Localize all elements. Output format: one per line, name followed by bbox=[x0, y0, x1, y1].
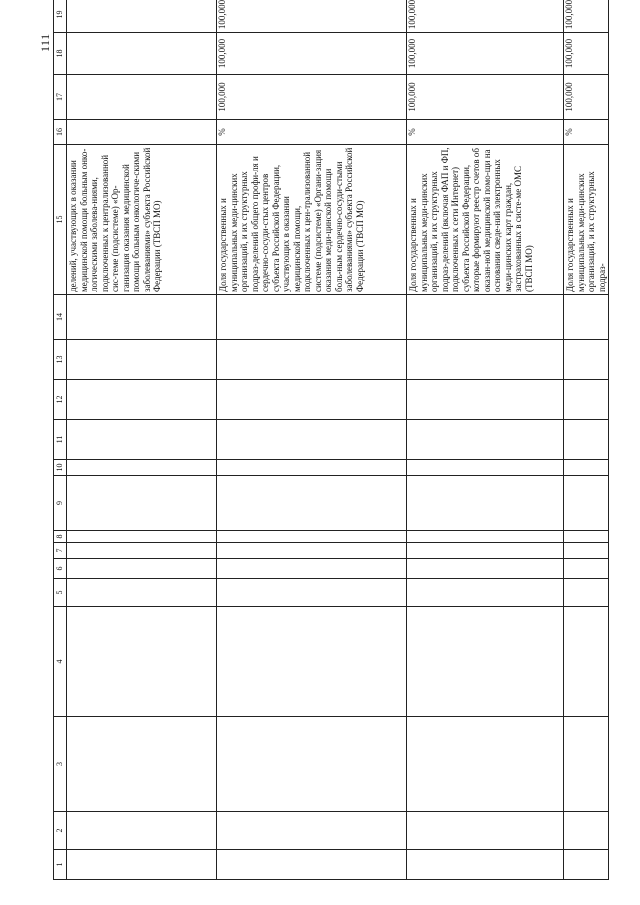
value-cell bbox=[67, 0, 217, 33]
table-cell bbox=[407, 380, 564, 420]
unit-cell: % bbox=[407, 120, 564, 145]
column-number-row bbox=[54, 0, 67, 880]
col-header: 3 bbox=[54, 717, 67, 812]
col-header: 13 bbox=[54, 340, 67, 380]
table-cell bbox=[407, 717, 564, 812]
table-cell bbox=[67, 380, 217, 420]
table-cell bbox=[217, 476, 407, 531]
table-cell bbox=[67, 420, 217, 460]
indicator-text: делений, участвующих в оказании медицинской помощи больным онко-логическими заболева-ниями, подключенных к централизованной сис-теме (подсистеме) «Ор-ганизация оказания медицинской помощи больным онкологиче-скими заболеваниями» субъекта Российской Федерации (ТВСП МО) bbox=[67, 145, 217, 295]
indicator-text: Доля государственных и муниципальных меди-цинских организаций, и их структурных подраз-делений (включая ФАП и ФП, подключенных к сети Интернет) субъекта Российской Федерации, которые формируют реестр счетов об оказан-ной медицинской помо-щи на основании сведе-ний электронных меди-цинских карт граждан, застрахованных в систе-ме ОМС (ТВСП МО) bbox=[407, 145, 564, 295]
value-cell: 100,000 bbox=[217, 75, 407, 120]
table-cell bbox=[67, 460, 217, 476]
table-cell bbox=[407, 543, 564, 559]
table-cell bbox=[564, 850, 609, 880]
col-header: 17 bbox=[54, 75, 67, 120]
table-cell bbox=[407, 812, 564, 850]
col-header: 1 bbox=[54, 850, 67, 880]
table-cell bbox=[217, 812, 407, 850]
unit-cell: % bbox=[217, 120, 407, 145]
value-cell: 100,000 bbox=[564, 0, 609, 33]
indicator-text: Доля государственных и муниципальных меди-цинских организаций, и их структурных подраз-делений общего профи-ля и сердечно-сосуди-стых центров субъекта Российской Федерации, участвующих в оказании медицинской помощи, подключенных к цен-трализованной системе (подсистеме) «Органи-зация оказания меди-цинской помощи боль-ным сердечно-сосуди-стыми заболеваниями» субъекта Российской Федерации (ТВСП МО) bbox=[217, 145, 407, 295]
table-cell bbox=[67, 340, 217, 380]
col-header: 15 bbox=[54, 145, 67, 295]
table-cell bbox=[67, 531, 217, 543]
value-cell: 100,000 bbox=[564, 33, 609, 75]
table-cell bbox=[564, 476, 609, 531]
value-cell bbox=[67, 33, 217, 75]
col-header: 10 bbox=[54, 460, 67, 476]
table-cell bbox=[564, 295, 609, 340]
value-cell: 100,000 bbox=[217, 0, 407, 33]
col-header: 9 bbox=[54, 476, 67, 531]
value-cell: 100,000 bbox=[407, 75, 564, 120]
col-header: 19 bbox=[54, 0, 67, 33]
col-header: 7 bbox=[54, 543, 67, 559]
table-cell bbox=[67, 543, 217, 559]
table-cell bbox=[67, 559, 217, 579]
value-cell bbox=[67, 75, 217, 120]
col-header: 4 bbox=[54, 607, 67, 717]
table-cell bbox=[67, 579, 217, 607]
rotated-table-container bbox=[53, 0, 607, 880]
table-cell bbox=[407, 460, 564, 476]
value-cell: 100,000 bbox=[217, 33, 407, 75]
table-cell bbox=[217, 531, 407, 543]
indicator-text: Доля государственных и муниципальных меди-цинских организаций, и их структурных подраз- bbox=[564, 145, 609, 295]
col-header: 8 bbox=[54, 531, 67, 543]
table-cell bbox=[217, 420, 407, 460]
page-number: 111 bbox=[38, 33, 52, 52]
value-cell: 100,000 bbox=[407, 33, 564, 75]
table-cell bbox=[564, 531, 609, 543]
table-cell bbox=[564, 543, 609, 559]
table-cell bbox=[564, 607, 609, 717]
col-header: 2 bbox=[54, 812, 67, 850]
table-cell bbox=[564, 380, 609, 420]
table-cell bbox=[407, 850, 564, 880]
table-cell bbox=[217, 295, 407, 340]
table-cell bbox=[564, 340, 609, 380]
table-cell bbox=[407, 559, 564, 579]
table-row bbox=[217, 0, 407, 880]
table-cell bbox=[217, 850, 407, 880]
col-header: 6 bbox=[54, 559, 67, 579]
col-header: 12 bbox=[54, 380, 67, 420]
table-cell bbox=[564, 460, 609, 476]
table-cell bbox=[67, 812, 217, 850]
col-header: 16 bbox=[54, 120, 67, 145]
table-cell bbox=[217, 579, 407, 607]
table-cell bbox=[67, 850, 217, 880]
table-cell bbox=[564, 559, 609, 579]
table-cell bbox=[407, 531, 564, 543]
col-header: 14 bbox=[54, 295, 67, 340]
table-cell bbox=[564, 717, 609, 812]
table-row bbox=[407, 0, 564, 880]
table-cell bbox=[217, 380, 407, 420]
table-cell bbox=[67, 717, 217, 812]
table-cell bbox=[67, 295, 217, 340]
table-cell bbox=[407, 420, 564, 460]
table-row bbox=[564, 0, 609, 880]
table-cell bbox=[67, 476, 217, 531]
table-cell bbox=[217, 460, 407, 476]
table-row bbox=[67, 0, 217, 880]
value-cell: 100,000 bbox=[564, 75, 609, 120]
table-cell bbox=[564, 420, 609, 460]
table-cell bbox=[407, 579, 564, 607]
table-cell bbox=[217, 559, 407, 579]
value-cell: 100,000 bbox=[407, 0, 564, 33]
col-header: 18 bbox=[54, 33, 67, 75]
table-cell bbox=[407, 340, 564, 380]
table-cell bbox=[407, 295, 564, 340]
table-cell bbox=[217, 607, 407, 717]
table-cell bbox=[217, 340, 407, 380]
table-cell bbox=[407, 476, 564, 531]
col-header: 5 bbox=[54, 579, 67, 607]
indicator-table bbox=[53, 0, 609, 880]
col-header: 11 bbox=[54, 420, 67, 460]
table-cell bbox=[67, 607, 217, 717]
table-cell bbox=[564, 812, 609, 850]
table-cell bbox=[217, 717, 407, 812]
table-cell bbox=[407, 607, 564, 717]
table-cell bbox=[564, 579, 609, 607]
table-cell bbox=[217, 543, 407, 559]
unit-cell: % bbox=[564, 120, 609, 145]
unit-cell bbox=[67, 120, 217, 145]
